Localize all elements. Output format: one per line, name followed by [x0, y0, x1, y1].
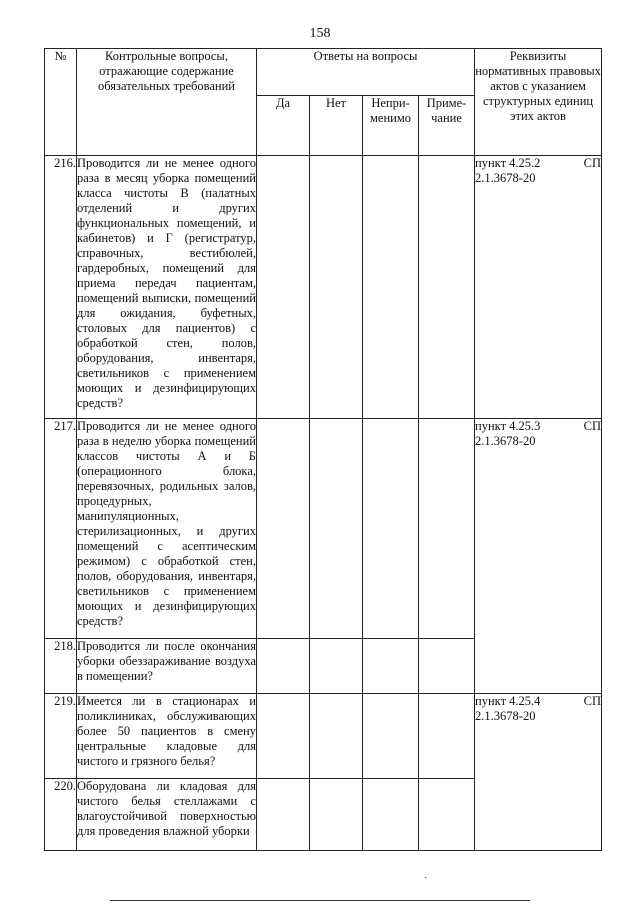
answer-yes-cell[interactable]	[257, 779, 310, 851]
header-answer-note: Приме- чание	[419, 96, 475, 156]
row-question: Проводится ли не менее одного раза в неделю уборка помещений классов чистоты А и Б (операционного блока, перевязочных, родильных залов, процедурных, манипуляционных, стерилизационных, и других помещений с асептическим режимом) с обработкой стен, полов, оборудования, инвентаря, светильников с применением моющих и дезинфицирующих средств?	[77, 419, 257, 639]
answer-yes-cell[interactable]	[257, 419, 310, 639]
row-question: Проводится ли после окончания уборки обеззараживание воздуха в помещении?	[77, 639, 257, 694]
header-answers-group: Ответы на вопросы	[257, 49, 475, 96]
header-num: №	[45, 49, 77, 156]
answer-note-cell[interactable]	[419, 639, 475, 694]
scan-mark: ˎ	[424, 868, 428, 879]
page-bottom-edge	[110, 900, 530, 901]
answer-not-applicable-cell[interactable]	[363, 639, 419, 694]
reference-code: 2.1.3678-20	[475, 171, 536, 185]
answer-note-cell[interactable]	[419, 779, 475, 851]
answer-note-cell[interactable]	[419, 419, 475, 639]
reference-sp: СП	[583, 419, 602, 433]
reference-clause: пункт 4.25.3	[475, 419, 541, 433]
reference-sp: СП	[583, 694, 602, 708]
table-row-217	[45, 419, 602, 639]
row-number: 219.	[45, 694, 77, 779]
answer-yes-cell[interactable]	[257, 156, 310, 419]
row-number: 216.	[45, 156, 77, 419]
answer-not-applicable-cell[interactable]	[363, 156, 419, 419]
row-question: Оборудована ли кладовая для чистого белья стеллажами с влагоустойчивой поверхностью для проведения влажной уборки	[77, 779, 257, 851]
answer-no-cell[interactable]	[310, 156, 363, 419]
row-reference	[475, 156, 602, 419]
header-answer-not-applicable: Непри- менимо	[363, 96, 419, 156]
answer-not-applicable-cell[interactable]	[363, 779, 419, 851]
row-question: Имеется ли в стационарах и поликлиниках, обслуживающих более 50 пациентов в смену центральные кладовые для чистого и грязного белья?	[77, 694, 257, 779]
table-row-216	[45, 156, 602, 419]
table-row-219	[45, 694, 602, 779]
answer-note-cell[interactable]	[419, 156, 475, 419]
answer-note-cell[interactable]	[419, 694, 475, 779]
reference-clause: пункт 4.25.4	[475, 694, 541, 708]
row-reference	[475, 419, 602, 694]
reference-sp: СП	[583, 156, 602, 170]
header-answer-no: Нет	[310, 96, 363, 156]
reference-code: 2.1.3678-20	[475, 709, 536, 723]
answer-no-cell[interactable]	[310, 779, 363, 851]
header-answer-yes: Да	[257, 96, 310, 156]
row-number: 218.	[45, 639, 77, 694]
answer-no-cell[interactable]	[310, 639, 363, 694]
row-reference	[475, 694, 602, 851]
answer-not-applicable-cell[interactable]	[363, 694, 419, 779]
reference-clause: пункт 4.25.2	[475, 156, 541, 170]
answer-yes-cell[interactable]	[257, 639, 310, 694]
header-row-1	[45, 49, 602, 96]
row-number: 220.	[45, 779, 77, 851]
answer-yes-cell[interactable]	[257, 694, 310, 779]
header-reference: Реквизиты нормативных правовых актов с указанием структурных единиц этих актов	[475, 49, 602, 156]
row-number: 217.	[45, 419, 77, 639]
reference-code: 2.1.3678-20	[475, 434, 536, 448]
page-number: 158	[309, 26, 331, 41]
answer-not-applicable-cell[interactable]	[363, 419, 419, 639]
checklist-table	[44, 48, 602, 851]
row-question: Проводится ли не менее одного раза в месяц уборка помещений класса чистоты В (палатных отделений и других функциональных помещений, и кабинетов) и Г (регистратур, справочных, вестибюлей, гардеробных, помещений для приема передач пациентам, помещений выписки, помещений для ожидания, буфетных, столовых для пациентов) с обработкой стен, полов, оборудования, инвентаря, светильников с применением моющих и дезинфицирующих средств?	[77, 156, 257, 419]
header-question: Контрольные вопросы, отражающие содержание обязательных требований	[77, 49, 257, 156]
answer-no-cell[interactable]	[310, 694, 363, 779]
answer-no-cell[interactable]	[310, 419, 363, 639]
